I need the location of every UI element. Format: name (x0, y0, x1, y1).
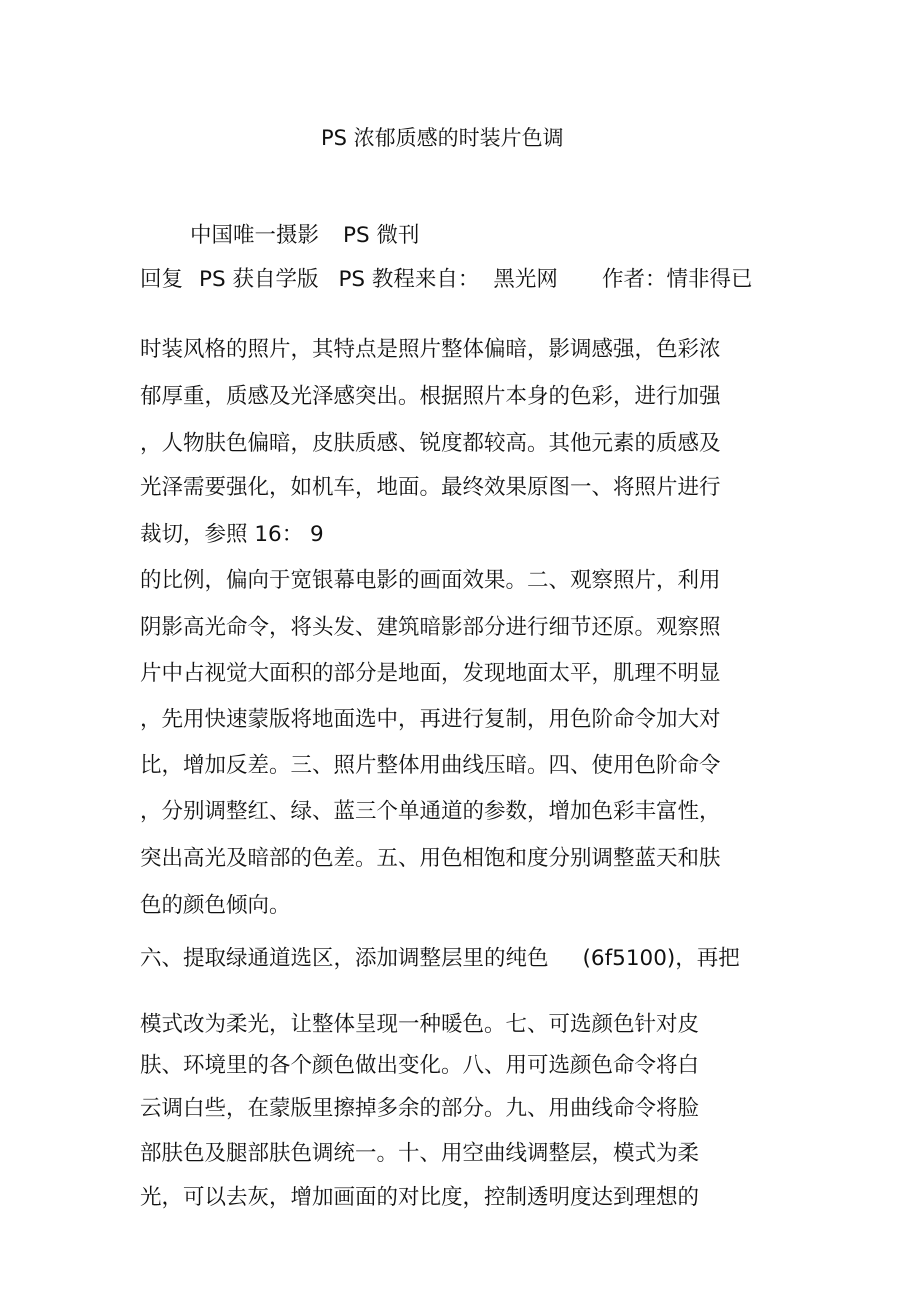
body-line: 光，可以去灰，增加画面的对比度，控制透明度达到理想的 (140, 1185, 700, 1210)
body-line: 突出高光及暗部的色差。五、用色相饱和度分别调整蓝天和肤 (140, 846, 721, 871)
body-line: 时装风格的照片，其特点是照片整体偏暗，影调感强，色彩浓 (140, 337, 721, 362)
meta-line-2 (140, 266, 752, 294)
meta-edition: PS 获自学版 (199, 267, 319, 292)
body-line: ，分别调整红、绿、蓝三个单通道的参数，增加色彩丰富性， (140, 799, 721, 824)
meta-author: 作者：情非得已 (601, 267, 753, 292)
document-title: PS 浓郁质感的时装片色调 (321, 126, 564, 150)
body-line: 片中占视觉大面积的部分是地面，发现地面太平，肌理不明显 (140, 661, 721, 686)
body-line: 的比例，偏向于宽银幕电影的画面效果。二、观察照片，利用 (140, 568, 721, 593)
meta-line-1 (190, 222, 419, 250)
body-line: 裁切，参照 16： 9 (140, 522, 324, 547)
meta-channel: PS 微刊 (343, 223, 420, 248)
body-line-6 (140, 945, 740, 973)
meta-site: 黑光网 (493, 267, 558, 292)
body-line: 阴影高光命令，将头发、建筑暗影部分进行细节还原。观察照 (140, 615, 721, 640)
body-line: 模式改为柔光，让整体呈现一种暖色。七、可选颜色针对皮 (140, 1012, 700, 1037)
body-line: 光泽需要强化，如机车，地面。最终效果原图一、将照片进行 (140, 475, 721, 500)
body-line: 比，增加反差。三、照片整体用曲线压暗。四、使用色阶命令 (140, 753, 721, 778)
body-line: 云调白些，在蒙版里擦掉多余的部分。九、用曲线命令将脸 (140, 1096, 700, 1121)
body-line: ，人物肤色偏暗，皮肤质感、锐度都较高。其他元素的质感及 (140, 431, 721, 456)
meta-source: 中国唯一摄影 (190, 223, 320, 248)
line6-text: 六、提取绿通道选区，添加调整层里的纯色 (140, 946, 549, 971)
body-line: 色的颜色倾向。 (140, 893, 291, 918)
body-line: ，先用快速蒙版将地面选中，再进行复制，用色阶命令加大对 (140, 707, 721, 732)
meta-reply: 回复 (140, 267, 184, 292)
body-line: 肤、环境里的各个颜色做出变化。八、用可选颜色命令将白 (140, 1053, 700, 1078)
line6-code: (6f5100)，再把 (582, 946, 740, 971)
body-line: 郁厚重，质感及光泽感突出。根据照片本身的色彩，进行加强 (140, 384, 721, 409)
meta-tutorial-from: PS 教程来自： (338, 267, 480, 292)
body-line: 部肤色及腿部肤色调统一。十、用空曲线调整层，模式为柔 (140, 1141, 700, 1166)
